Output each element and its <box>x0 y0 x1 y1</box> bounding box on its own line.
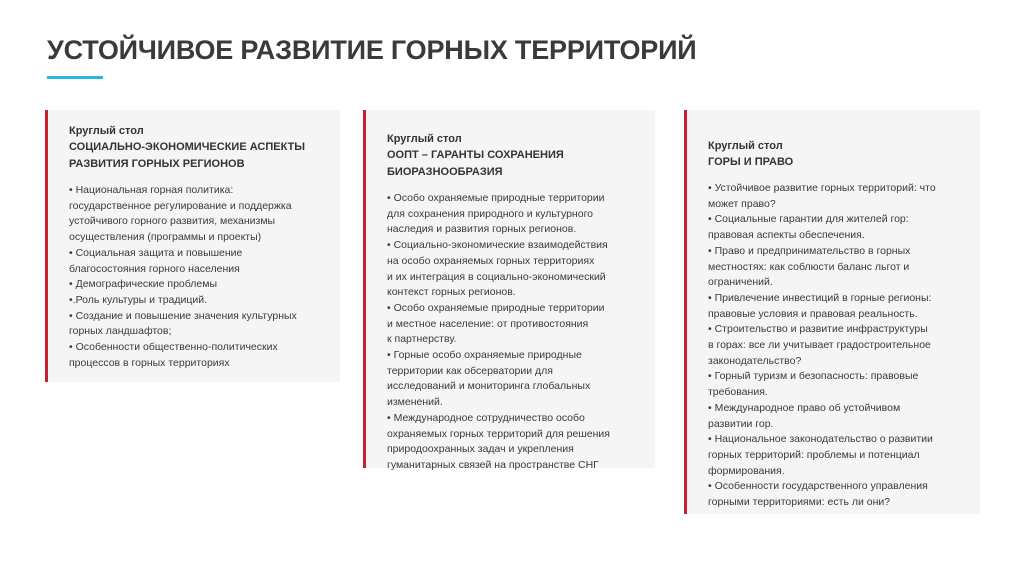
card-topic-line: • Особо охраняемые природные территории <box>387 192 605 204</box>
card-topic-line: • Привлечение инвестиций в горные регионы: <box>708 291 932 304</box>
card-topic-line: • Социальные гарантии для жителей гор: <box>708 213 909 226</box>
card-heading-line: СОЦИАЛЬНО-ЭКОНОМИЧЕСКИЕ АСПЕКТЫ <box>69 141 306 153</box>
card-topic-line: горных ландшафтов; <box>69 325 172 338</box>
page-title: УСТОЙЧИВОЕ РАЗВИТИЕ ГОРНЫХ ТЕРРИТОРИЙ <box>47 35 697 65</box>
card-kicker: Круглый стол <box>69 125 144 137</box>
card-topic-line: местностях: как соблюсти баланс льгот и <box>708 260 910 273</box>
card-topic-line: правовые условия и правовая реальность. <box>708 307 918 320</box>
card-topic-line: • Социально-экономические взаимодействия <box>387 239 608 252</box>
card-topic-line: осуществления (программы и проекты) <box>69 231 262 244</box>
card-heading-line: ООПТ – ГАРАНТЫ СОХРАНЕНИЯ <box>387 149 564 161</box>
round-table-card <box>363 110 655 471</box>
card-topic-line: охраняемых горных территорий для решения <box>387 427 610 440</box>
card-heading <box>387 147 649 181</box>
card-topic-line: процессов в горных территориях <box>69 356 230 369</box>
card-content <box>69 124 334 371</box>
card-topic-line: ограничений. <box>708 276 773 289</box>
card-topic-line: горными территориями: есть ли они? <box>708 496 891 509</box>
card-topic-line: к партнерству. <box>387 333 457 346</box>
card-topic-line: • Социальная защита и повышение <box>69 246 243 259</box>
card-kicker: Круглый стол <box>708 140 783 152</box>
card-topic-line: на особо охраняемых горных территориях <box>387 254 595 267</box>
card-topic-list <box>69 183 334 371</box>
card-heading-line: БИОРАЗНООБРАЗИЯ <box>387 166 503 178</box>
card-topic-line: исследований и мониторинга глобальных <box>387 380 591 393</box>
card-heading-line: ГОРЫ И ПРАВО <box>708 156 794 168</box>
round-table-card <box>684 110 980 514</box>
card-topic-line: контекст горных регионов. <box>387 286 516 299</box>
card-topic-line: может право? <box>708 197 776 210</box>
card-topic-line: • Особенности государственного управления <box>708 480 928 493</box>
card-kicker: Круглый стол <box>387 133 462 145</box>
card-topic-line: в горах: все ли учитывает градостроительное <box>708 339 931 352</box>
card-topic-line: изменений. <box>387 396 443 409</box>
card-topic-line: государственное регулирование и поддержка <box>69 199 292 212</box>
card-topic-line: законодательство? <box>708 354 802 367</box>
card-topic-line: • Демографические проблемы <box>69 278 218 291</box>
card-topic-line: • Особенности общественно-политических <box>69 341 278 354</box>
card-topic-line: • Создание и повышение значения культурных <box>69 309 297 322</box>
card-topic-line: территории как обсерватории для <box>387 364 553 377</box>
card-topic-line: и местное население: от противостояния <box>387 317 589 330</box>
card-content <box>708 139 974 511</box>
card-topic-list <box>708 181 974 511</box>
card-topic-line: природоохранных задач и укрепления <box>387 443 574 456</box>
card-topic-line: • Устойчивое развитие горных территорий: что <box>708 182 936 194</box>
card-topic-line: горных территорий: проблемы и потенциал <box>708 448 920 461</box>
round-table-card <box>45 110 340 382</box>
card-topic-line: формирования. <box>708 464 785 477</box>
card-topic-line: • Международное право об устойчивом <box>708 401 901 414</box>
card-topic-line: правовая аспекты обеспечения. <box>708 229 865 242</box>
card-topic-line: развитии гор. <box>708 417 774 430</box>
card-topic-line: • Национальное законодательство о развитии <box>708 433 933 446</box>
card-topic-line: • Горный туризм и безопасность: правовые <box>708 370 919 383</box>
card-topic-line: • Право и предпринимательство в горных <box>708 244 911 257</box>
card-topic-line: • Строительство и развитие инфраструктуры <box>708 323 928 336</box>
card-heading-line: РАЗВИТИЯ ГОРНЫХ РЕГИОНОВ <box>69 158 245 170</box>
card-topic-line: и их интеграция в социально-экономический <box>387 270 606 283</box>
card-topic-line: устойчивого горного развития, механизмы <box>69 215 276 228</box>
card-topic-line: • Международное сотрудничество особо <box>387 411 585 424</box>
card-topic-line: •.Роль культуры и традиций. <box>69 293 208 306</box>
card-topic-line: • Национальная горная политика: <box>69 184 234 196</box>
card-topic-line: благосостояния горного населения <box>69 262 240 275</box>
card-topic-list <box>387 191 649 474</box>
title-underline <box>47 76 103 79</box>
card-topic-line: для сохранения природного и культурного <box>387 207 594 220</box>
card-heading <box>69 139 334 173</box>
card-topic-line: требования. <box>708 386 768 399</box>
card-content <box>387 132 649 474</box>
card-topic-line: гуманитарных связей на пространстве СНГ <box>387 458 599 471</box>
card-topic-line: • Особо охраняемые природные территории <box>387 301 605 314</box>
card-topic-line: наследия и развития горных регионов. <box>387 223 577 236</box>
card-topic-line: • Горные особо охраняемые природные <box>387 349 582 362</box>
card-heading <box>708 154 974 171</box>
